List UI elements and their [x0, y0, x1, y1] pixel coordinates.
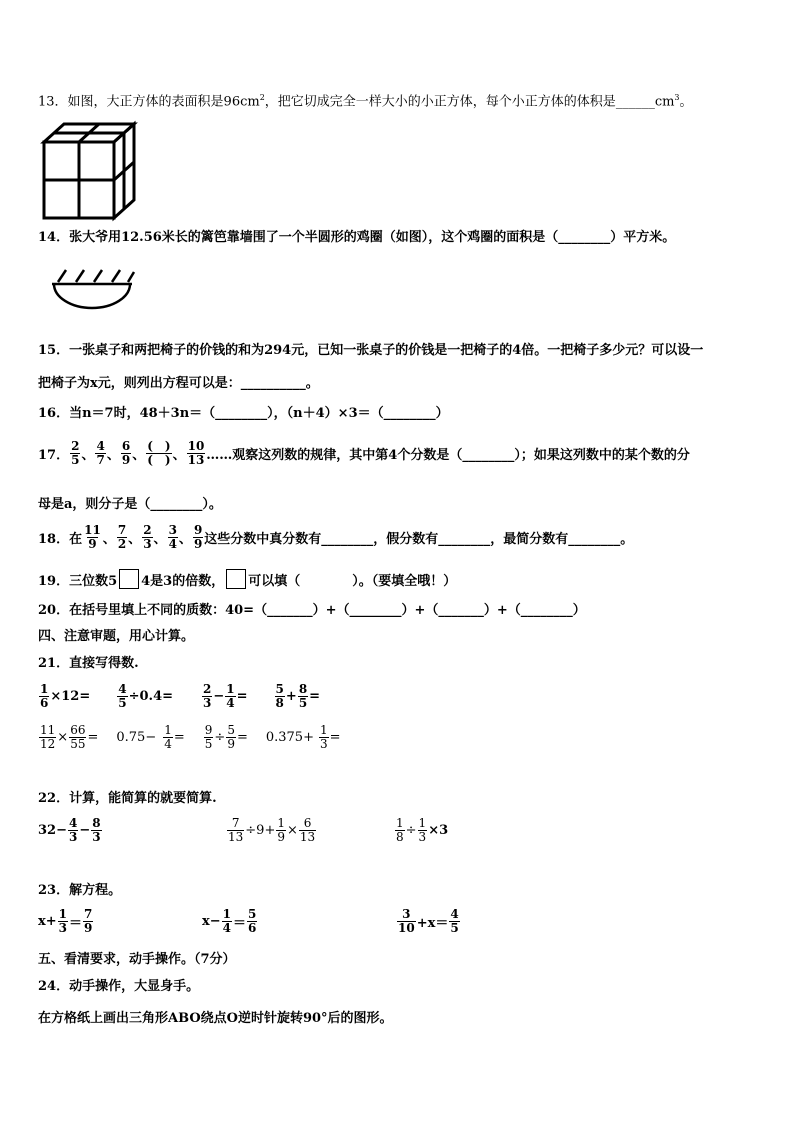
question-24-title: 24．动手操作，大显身手。 — [38, 979, 200, 994]
question-21-title: 21．直接写得数. — [38, 656, 139, 671]
fraction: $\frac{2}{5}$ — [71, 439, 80, 467]
fraction: $\frac{3}{4}$ — [168, 523, 177, 551]
question-15-line1: 15．一张桌子和两把椅子的价钱的和为294元，已知一张桌子的价钱是一把椅子的4倍。一把椅子多少元？可以设一 — [38, 343, 704, 358]
section-5-heading: 五、看清要求，动手操作。（7分） — [38, 952, 236, 967]
question-22-title: 22．计算，能简算的就要简算. — [38, 791, 217, 806]
fraction: $\frac{6}{9}$ — [121, 439, 131, 467]
digit-box[interactable] — [226, 569, 246, 589]
q22-expr-b: $\frac{7}{13}$ ÷9+ $\frac{1}{9}$ × $\frac{6}{13}$ — [228, 816, 316, 844]
section-4-heading: 四、注意审题，用心计算。 — [38, 629, 195, 644]
q23-eq-b: x− $\frac{1}{4}$ ＝ $\frac{5}{6}$ — [202, 907, 257, 935]
fraction: $\frac{2}{3}$ — [143, 523, 152, 551]
question-13: 13．如图，大正方体的表面积是$96cm^2$，把它切成完全一样大小的小正方体，每个小正方体的体积是$\_\_\_\_\_\_cm^3$。 — [38, 93, 693, 110]
question-24-instruction: 在方格纸上画出三角形ABO绕点O逆时针旋转90°后的图形。 — [38, 1011, 393, 1026]
cube-figure — [38, 118, 138, 222]
q22-expr-c: $\frac{1}{8}$ ÷ $\frac{1}{3}$ ×3 — [396, 816, 449, 844]
q23-eq-c: $\frac{3}{10}$ +x＝ $\frac{4}{5}$ — [398, 907, 459, 935]
question-19: 19．三位数5 4是3的倍数， 可以填（ ）。（要填全哦！） — [38, 569, 456, 589]
question-17-line2: 母是a，则分子是（________）。 — [38, 497, 222, 512]
question-17-line1: 17． $\frac{2}{5}$ 、 $\frac{4}{7}$ 、 $\frac{6}{9}$ 、 $\frac{( )}{( )}$ 、 $\frac{10}{13}$ ……观察这列数的规律，其中第4个分数是（________）；如果这列数中的某个数的分 — [38, 439, 690, 467]
fraction: $\frac{10}{13}$ — [187, 439, 205, 467]
question-23-title: 23．解方程。 — [38, 883, 122, 898]
question-18: 18．在 $\frac{11}{9}$ 、 $\frac{7}{2}$ 、 $\frac{2}{3}$ 、 $\frac{3}{4}$ 、 $\frac{9}{9}$ 这些分数中真分数有________，假分数有________，最简分数有________。 — [38, 523, 634, 551]
q22-expr-a: 32− $\frac{4}{3}$ − $\frac{8}{3}$ — [38, 816, 101, 844]
fraction: $\frac{4}{7}$ — [96, 439, 105, 467]
q23-eq-a: x+ $\frac{1}{3}$ ＝ $\frac{7}{9}$ — [38, 907, 93, 935]
fraction: $\frac{9}{9}$ — [193, 523, 203, 551]
fraction: $\frac{11}{9}$ — [84, 523, 101, 551]
question-16: 16．当n＝7时，48＋3n＝（________），（n＋4）×3＝（________） — [38, 406, 449, 421]
fraction: $\frac{7}{2}$ — [117, 523, 127, 551]
fraction: $\frac{( )}{( )}$ — [147, 439, 171, 467]
question-15-line2: 把椅子为x元，则列出方程可以是：__________。 — [38, 376, 319, 391]
digit-box[interactable] — [119, 569, 139, 589]
q21-row1: $\frac{1}{6}$ ×12= $\frac{4}{5}$ ÷0.4= $\frac{2}{3}$ − $\frac{1}{4}$ = $\frac{5}{8}$ + $\frac{8}{5}$ = — [40, 682, 321, 710]
question-20: 20．在括号里填上不同的质数：40=（_______）+（________）+（_______）+（________） — [38, 603, 586, 618]
question-14: 14．张大爷用12.56米长的篱笆靠墙围了一个半圆形的鸡圈（如图），这个鸡圈的面积是（________）平方米。 — [38, 230, 676, 245]
semicircle-pen-figure — [48, 262, 136, 312]
q21-row2: $\frac{11}{12}$ × $\frac{66}{55}$ = 0.75− $\frac{1}{4}$ = $\frac{9}{5}$ ÷ $\frac{5}{9}$ = 0.375+ $\frac{1}{3}$ = — [40, 723, 341, 751]
